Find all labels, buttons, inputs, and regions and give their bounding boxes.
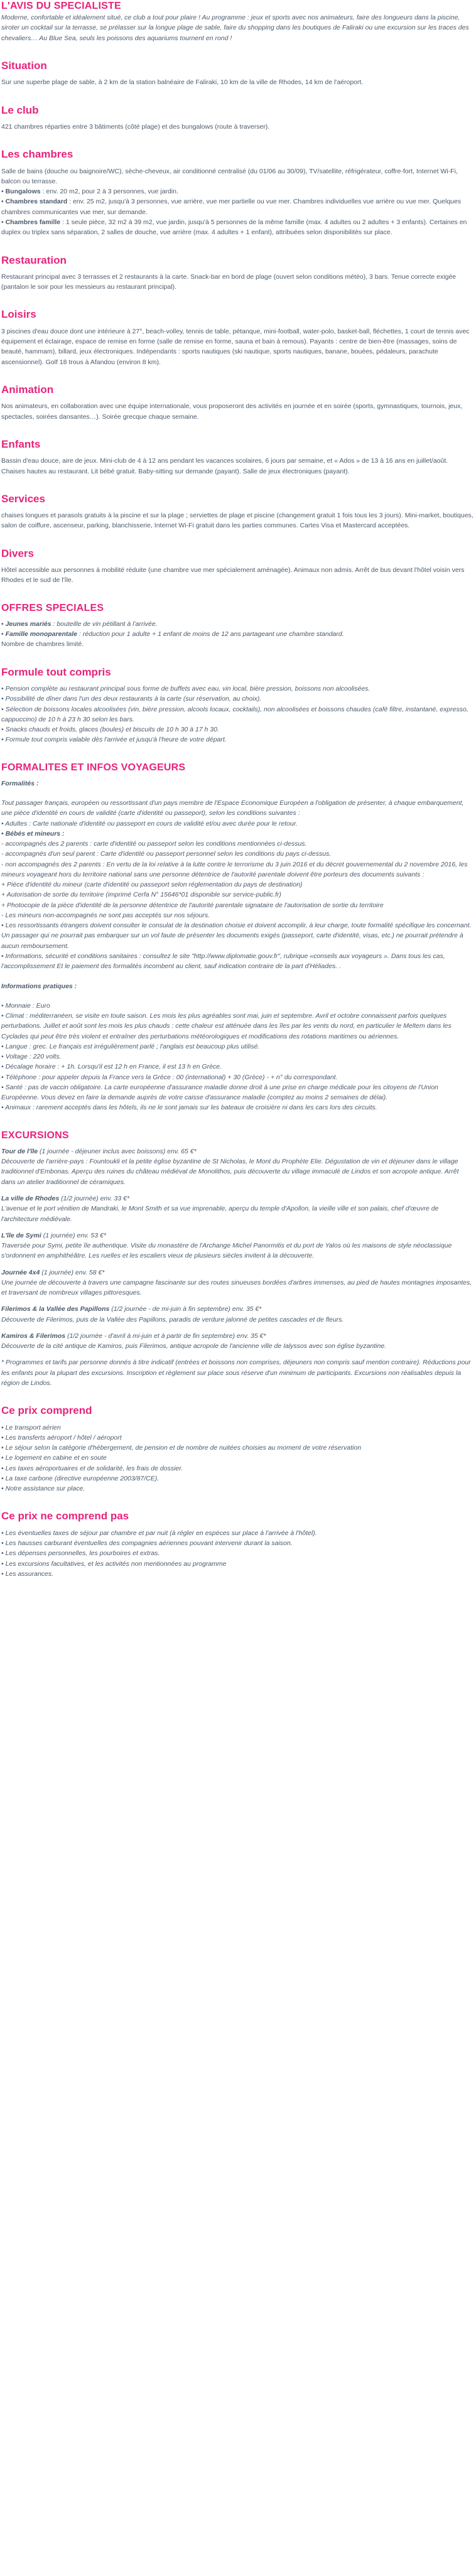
list-item: + Autorisation de sortie du territoire (imprimé Cerfa N° 15646*01 disponible sur service-public.fr)	[1, 891, 281, 899]
list-item: • Pension complète au restaurant principal sous forme de buffets avec eau, vin local, bière pression, boissons non alcoolisées.	[1, 684, 371, 693]
section-chambres	[1, 148, 474, 237]
section-title-avis: L'AVIS DU SPECIALISTE	[1, 1, 121, 11]
list-item: • Décalage horaire : + 1h. Lorsqu'il est 12 h en France, il est 13 h en Grèce.	[1, 1063, 222, 1071]
section-restauration	[1, 254, 474, 293]
list-item: - accompagnés des 2 parents : carte d'identité ou passeport selon les conditions mentionnées ci-dessus.	[1, 840, 307, 848]
formalites-subtitle: Formalités :	[1, 779, 39, 787]
list-item: • Possibilité de dîner dans l'un des deux restaurants à la carte (sur réservation, au choix).	[1, 695, 262, 703]
section-offres	[1, 602, 474, 650]
list-item: - non accompagnés des 2 parents : En vertu de la loi relative à la lutte contre le terrorisme du 3 juin 2016 et du décret gouvernemental du 2 novembre 2016, les mineurs voyageant hors du territoire national sans une personne détentrice de l'autorité parentale doivent être porteurs des documents suivants :	[1, 860, 468, 878]
excursion-item: Journée 4x4 (1 journée) env. 58 €*	[1, 1268, 105, 1276]
list-item: • Chambres famille : 1 seule pièce, 32 m2 à 39 m2, vue jardin, jusqu'à 5 personnes de la même famille (max. 4 adultes ou 2 adultes + 3 enfants). Certaines en duplex ou triplex sans séparation, 2 salles de douche, vue arrière (max. 4 adultes + 1 enfant), attribuées selon disponibilités sur place.	[1, 218, 467, 237]
list-item: • Adultes : Carte nationale d'identité ou passeport en cours de validité et/ou avec durée pour le retour.	[1, 819, 298, 827]
list-item: • Bébés et mineurs :	[1, 829, 65, 838]
list-item: + Photocopie de la pièce d'identité de la personne détentrice de l'autorité parentale signataire de l'autorisation de sortie du territoire	[1, 901, 384, 909]
situation-text: Sur une superbe plage de sable, à 2 km de la station balnéaire de Faliraki, 10 km de la ville de Rhodes, 14 km de l'aéroport.	[1, 78, 364, 87]
list-item: • Les transferts aéroport / hôtel / aéroport	[1, 1433, 122, 1442]
formalites-intro: Tout passager français, européen ou ressortissant d'un pays membre de l'Espace Economique Européen a l'obligation de présenter, à chaque embarquement, une pièce d'identité en cours de validité (carte d'identité ou passeport), selon les conditions suivantes :	[1, 799, 464, 817]
section-title-divers: Divers	[1, 547, 34, 559]
list-item: • Le séjour selon la catégorie d'hébergement, de pension et de nombre de nuitées choisies au moment de votre réservation	[1, 1444, 362, 1452]
list-item: • Notre assistance sur place.	[1, 1485, 85, 1493]
section-title-loisirs: Loisirs	[1, 308, 36, 321]
list-item: • Jeunes mariés : bouteille de vin pétillant à l'arrivée.	[1, 620, 158, 628]
section-title-restauration: Restauration	[1, 254, 67, 266]
section-title-formalites: FORMALITES ET INFOS VOYAGEURS	[1, 762, 186, 773]
section-title-excursions: EXCURSIONS	[1, 1129, 69, 1141]
list-item: • Formule tout compris valable dès l'arrivée et jusqu'à l'heure de votre départ.	[1, 736, 227, 744]
section-animation	[1, 384, 474, 422]
list-item: • Chambres standard : env. 25 m2, jusqu'à 3 personnes, vue arrière, vue mer partielle ou vue mer. Chambres individuelles vue arrière ou vue mer. Quelques chambres communicantes vue mer, sur demande.	[1, 198, 462, 216]
section-title-animation: Animation	[1, 383, 54, 396]
list-item: • Le transport aérien	[1, 1423, 61, 1431]
divers-text: Hôtel accessible aux personnes à mobilité réduite (une chambre vue mer spécialement aménagée). Animaux non admis. Arrêt de bus devant l'hôtel voisin vers Rhodes et le sud de l'île.	[1, 566, 465, 585]
practical-title: Informations pratiques :	[1, 982, 77, 990]
section-excursions	[1, 1129, 474, 1389]
list-item: • Les ressortissants étrangers doivent consulter le consulat de la destination choisie et doivent accomplir, à leur charge, toute formalité spécifique les concernant. Un passager qui ne pourrait pas embarquer sur un vol faute de présenter les documents exigés (passeport, carte d'identité, visas, etc.) ne pourrait prétendre à aucun remboursement.	[1, 922, 472, 950]
section-ne-comprend	[1, 1510, 474, 1579]
section-loisirs	[1, 308, 474, 367]
list-item: • Voltage : 220 volts.	[1, 1053, 62, 1061]
excursion-item: La ville de Rhodes (1/2 journée) env. 33 €*	[1, 1194, 130, 1202]
excursion-item: Filerimos & la Vallée des Papillons (1/2 journée - de mi-juin à fin septembre) env. 35 €*	[1, 1305, 262, 1313]
list-item: • Monnaie : Euro	[1, 1001, 50, 1010]
list-item: - Les mineurs non-accompagnés ne sont pas acceptés sur nos séjours.	[1, 911, 210, 919]
excursion-text: Traversée pour Symi, petite île authentique. Visite du monastère de l'Archange Michel Panormitis et du port de Yalos où les maisons de style néoclassique s'ordonnent en amphithéâtre. Les ruelles et les escaliers vieux de plusieurs siècles invitent à la découverte.	[1, 1242, 452, 1260]
animation-text: Nos animateurs, en collaboration avec une équipe internationale, vous proposeront des activités en journée et en soirée (sports, gymnastiques, tournois, jeux, spectacles, soirées dansantes…). Soirée grecque chaque semaine.	[1, 402, 463, 421]
section-title-situation: Situation	[1, 59, 47, 72]
section-divers	[1, 547, 474, 586]
list-item: • La taxe carbone (directive européenne 2003/87/CE).	[1, 1474, 160, 1482]
club-text: 421 chambres réparties entre 3 bâtiments (côté plage) et des bungalows (route à traverser).	[1, 123, 270, 131]
list-item: • Santé : pas de vaccin obligatoire. La carte européenne d'assurance maladie donne droit à une prise en charge médicale pour les citoyens de l'Union Européenne. Vous devez en faire la demande auprès de votre caisse d'assurance maladie (comptez au moins 2 semaines de délai).	[1, 1083, 438, 1102]
section-enfants	[1, 438, 474, 477]
section-club	[1, 104, 474, 132]
avis-text: Moderne, confortable et idéalement situé, ce club a tout pour plaire ! Au programme : jeux et sports avec nos animateurs, faire des longueurs dans la piscine, siroter un cocktail sur la terrasse, se prélasser sur la longue plage de sable, faire du shopping dans les boutiques de Faliraki ou une excursion sur les traces des chevaliers… Au Blue Sea, seuls les poissons des aquariums tournent en rond !	[1, 14, 469, 42]
list-item: • Snacks chauds et froids, glaces (boules) et biscuits de 10 h 30 à 17 h 30.	[1, 726, 219, 734]
excursion-item: L'île de Symi (1 journée) env. 53 €*	[1, 1231, 106, 1239]
chambres-intro: Salle de bains (douche ou baignoire/WC), sèche-cheveux, air conditionné centralisé (du 01/06 au 30/09), TV/satellite, réfrigérateur, coffre-fort, Internet Wi-Fi, balcon ou terrasse.	[1, 167, 458, 185]
list-item: • Les excursions facultatives, et les activités non mentionnées au programme	[1, 1560, 227, 1568]
list-item: • Langue : grec. Le français est irrégulièrement parlé ; l'anglais est beaucoup plus utilisé.	[1, 1042, 260, 1050]
section-formalites	[1, 762, 474, 1113]
section-title-club: Le club	[1, 104, 39, 116]
excursions-note: * Programmes et tarifs par personne donnés à titre indicatif (entrées et boissons non comprises, déjeuners non compris sauf mention contraire). Réductions pour les enfants pour la plupart des excursions. Inscription et règlement sur place sous réserve d'un minimum de participants. Excursions non réalisables depuis la région de Lindos.	[1, 1359, 471, 1387]
list-item: • Climat : méditerranéen, se visite en toute saison. Les mois les plus agréables sont mai, juin et septembre. Avril et octobre connaissent parfois quelques perturbations. Juillet et août sont les mois les plus chauds : cette chaleur est atténuée dans les îles par les vents du nord, en particulier le Meltem dans les Cyclades qui peut être très violent et entraîner des perturbations météorologiques et modifications des rotations maritimes ou aériennes.	[1, 1012, 452, 1040]
section-title-offres: OFFRES SPECIALES	[1, 602, 104, 613]
section-comprend	[1, 1404, 474, 1494]
section-formule	[1, 666, 474, 745]
list-item: • Informations, sécurité et conditions sanitaires : consultez le site "http://www.diplomatie.gouv.fr", rubrique «conseils aux voyageurs ». Dans tous les cas, l'accomplissement Et le paiement des formalités incombent au client, sauf indication contraire de la part d'Héliades. .	[1, 952, 445, 971]
restauration-text: Restaurant principal avec 3 terrasses et 2 restaurants à la carte. Snack-bar en bord de plage (ouvert selon conditions météo), 3 bars. Tenue correcte exigée (pantalon le soir pour les messieurs au restaurant principal).	[1, 272, 457, 291]
section-services	[1, 493, 474, 531]
list-item: • Les dépenses personnelles, les pourboires et extras.	[1, 1549, 160, 1558]
enfants-line: Chaises hautes au restaurant. Lit bébé gratuit. Baby-sitting sur demande (payant). Salle de jeux électroniques (payant).	[1, 467, 350, 475]
list-item: • Famille monoparentale : réduction pour 1 adulte + 1 enfant de moins de 12 ans partageant une chambre standard.	[1, 630, 344, 639]
section-title-ne-comprend: Ce prix ne comprend pas	[1, 1510, 129, 1522]
services-text: chaises longues et parasols gratuits à la piscine et sur la plage ; serviettes de plage et piscine (changement gratuit 1 fois tous les 3 jours). Mini-market, boutiques, salon de coiffure, ascenseur, parking, blanchisserie, Internet Wi-Fi gratuit dans les parties communes. Cartes Visa et Mastercard acceptées.	[1, 512, 473, 530]
excursion-text: Découverte de la cité antique de Kamiros, puis Filerimos, antique acropole de l'ancienne ville de Ialyssos avec son église byzantine.	[1, 1342, 387, 1350]
section-title-chambres: Les chambres	[1, 148, 73, 161]
loisirs-text: 3 piscines d'eau douce dont une intérieure à 27°, beach-volley, tennis de table, pétanque, mini-football, water-polo, basket-ball, fléchettes, 1 court de tennis avec équipement et éclairage, espace de remise en forme (salle de remise en forme, sauna et bain à remous). Payants : centre de bien-être (massages, soins de beauté, hammam), billard, jeux électroniques. Indépendants : sports nautiques (ski nautique, sports nautiques, banane, bouées, pédaleurs, parachute ascensionnel). Golf 18 trous à Afandou (environ 8 km).	[1, 327, 470, 366]
list-item: + Pièce d'identité du mineur (carte d'identité ou passeport selon réglementation du pays de destination)	[1, 881, 303, 889]
section-avis	[1, 0, 474, 43]
list-item: - accompagnés d'un seul parent : Carte d'identité ou passeport personnel selon les conditions du pays ci-dessus.	[1, 850, 332, 858]
list-item: • Les taxes aéroportuaires et de solidarité, les frais de dossier.	[1, 1464, 183, 1472]
list-item: • Sélection de boissons locales alcoolisées (vin, bière pression, alcools locaux, cocktails), non alcoolisées et boissons chaudes (café filtre, instantané, expresso, cappuccino) de 10 h à 23 h 30 selon les bars.	[1, 705, 468, 723]
excursion-item: Tour de l'île (1 journée - déjeuner inclus avec boissons) env. 65 €*	[1, 1147, 197, 1155]
excursion-text: Découverte de Filerimos, puis de la Vallée des Papillons, paradis de verdure jalonné de petites cascades et de fleurs.	[1, 1315, 344, 1323]
list-item: • Téléphone : pour appeler depuis la France vers la Grèce : 00 (international) + 30 (Grèce) - + n° du correspondant.	[1, 1073, 338, 1081]
list-item: • Bungalows : env. 20 m2, pour 2 à 3 personnes, vue jardin.	[1, 188, 178, 196]
list-item: • Les assurances.	[1, 1570, 54, 1578]
section-title-services: Services	[1, 492, 45, 505]
section-title-comprend: Ce prix comprend	[1, 1404, 92, 1417]
excursion-text: L'avenue et le port vénitien de Mandraki, le Mont Smith et sa vue imprenable, aperçu du temple d'Apollon, la vieille ville et son palais, chef d'œuvre de l'architecture médiévale.	[1, 1205, 439, 1223]
list-item: • Le logement en cabine et en soute	[1, 1454, 107, 1462]
section-situation	[1, 60, 474, 88]
section-title-enfants: Enfants	[1, 438, 41, 450]
list-item: • Animaux : rarement acceptés dans les hôtels, ils ne le sont jamais sur les bateaux de croisière ni dans les cars lors des circuits.	[1, 1104, 377, 1112]
offres-note: Nombre de chambres limité.	[1, 640, 84, 649]
excursion-text: Découverte de l'arrière-pays : Fountoukli et la petite église byzantine de St Nicholas, le Mont du Prophète Elie. Dégustation de vin et déjeuner dans le village traditionnel d'Embonas. Aperçu des ruines du château médiéval de Monolithos, puis découverte du village immaculé de Lindos et son acropole antique. Arrêt dans un atelier traditionnel de céramiques.	[1, 1158, 459, 1186]
section-title-formule: Formule tout compris	[1, 666, 111, 678]
list-item: • Les éventuelles taxes de séjour par chambre et par nuit (à régler en espèces sur place à l'arrivée à l'hôtel).	[1, 1529, 317, 1537]
excursion-item: Kamiros & Filerimos (1/2 journée - d'avril à mi-juin et à partir de fin septembre) env. 35 €*	[1, 1332, 266, 1340]
enfants-line: Bassin d'eau douce, aire de jeux. Mini-club de 4 à 12 ans pendant les vacances scolaires, 6 jours par semaine, et « Ados » de 13 à 16 ans en juillet/août.	[1, 457, 448, 465]
list-item: • Les hausses carburant éventuelles des compagnies aériennes pouvant intervenir durant la saison.	[1, 1539, 293, 1548]
excursion-text: Une journée de découverte à travers une campagne fascinante sur des routes sinueuses bordées d'arbres immenses, au pied de hautes montagnes imposantes, et traversant de nombreux villages pittoresques.	[1, 1278, 472, 1297]
